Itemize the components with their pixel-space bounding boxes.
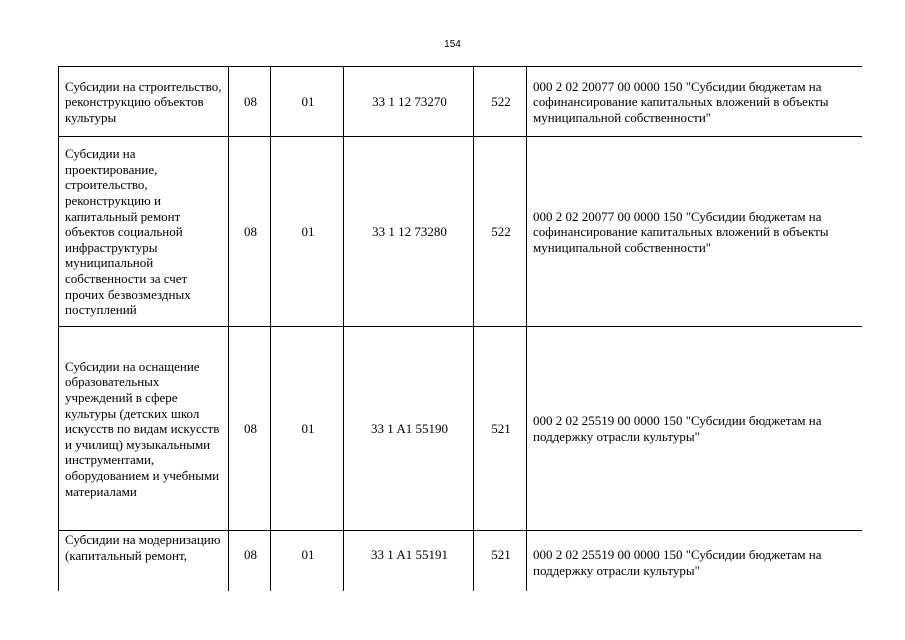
table-row <box>59 327 863 531</box>
revenue-code-cell: 000 2 02 25519 00 0000 150 "Субсидии бюджетам на поддержку отрасли культуры" <box>527 327 863 531</box>
section-code-cell: 08 <box>229 531 271 592</box>
subsidy-name-cell: Субсидии на модернизацию (капитальный ремонт, <box>59 531 229 592</box>
table-row <box>59 67 863 137</box>
expense-type-cell: 522 <box>474 137 527 327</box>
expense-type-cell: 521 <box>474 531 527 592</box>
page-number: 154 <box>444 39 461 50</box>
section-code-cell: 08 <box>229 137 271 327</box>
subsidy-name-cell: Субсидии на проектирование, строительство, реконструкцию и капитальный ремонт объектов социальной инфраструктуры муниципальной собственности за счет прочих безвозмездных поступлений <box>59 137 229 327</box>
expense-type-cell: 522 <box>474 67 527 137</box>
subsidies-table-container <box>58 66 862 591</box>
section-code-cell: 08 <box>229 327 271 531</box>
target-code-cell: 33 1 12 73270 <box>344 67 474 137</box>
target-code-cell: 33 1 A1 55191 <box>344 531 474 592</box>
subsidy-name-cell: Субсидии на оснащение образовательных учреждений в сфере культуры (детских школ искусств по видам искусств и училищ) музыкальными инструментами, оборудованием и учебными материалами <box>59 327 229 531</box>
table-row <box>59 137 863 327</box>
table-row <box>59 531 863 592</box>
subsidy-name-cell: Субсидии на строительство, реконструкцию объектов культуры <box>59 67 229 137</box>
section-code-cell: 08 <box>229 67 271 137</box>
subsidies-table <box>58 66 862 591</box>
target-code-cell: 33 1 A1 55190 <box>344 327 474 531</box>
subsection-code-cell: 01 <box>271 531 344 592</box>
subsection-code-cell: 01 <box>271 137 344 327</box>
revenue-code-cell: 000 2 02 25519 00 0000 150 "Субсидии бюджетам на поддержку отрасли культуры" <box>527 531 863 592</box>
target-code-cell: 33 1 12 73280 <box>344 137 474 327</box>
expense-type-cell: 521 <box>474 327 527 531</box>
subsection-code-cell: 01 <box>271 67 344 137</box>
subsection-code-cell: 01 <box>271 327 344 531</box>
revenue-code-cell: 000 2 02 20077 00 0000 150 "Субсидии бюджетам на софинансирование капитальных вложений в объекты муниципальной собственности" <box>527 137 863 327</box>
revenue-code-cell: 000 2 02 20077 00 0000 150 "Субсидии бюджетам на софинансирование капитальных вложений в объекты муниципальной собственности" <box>527 67 863 137</box>
